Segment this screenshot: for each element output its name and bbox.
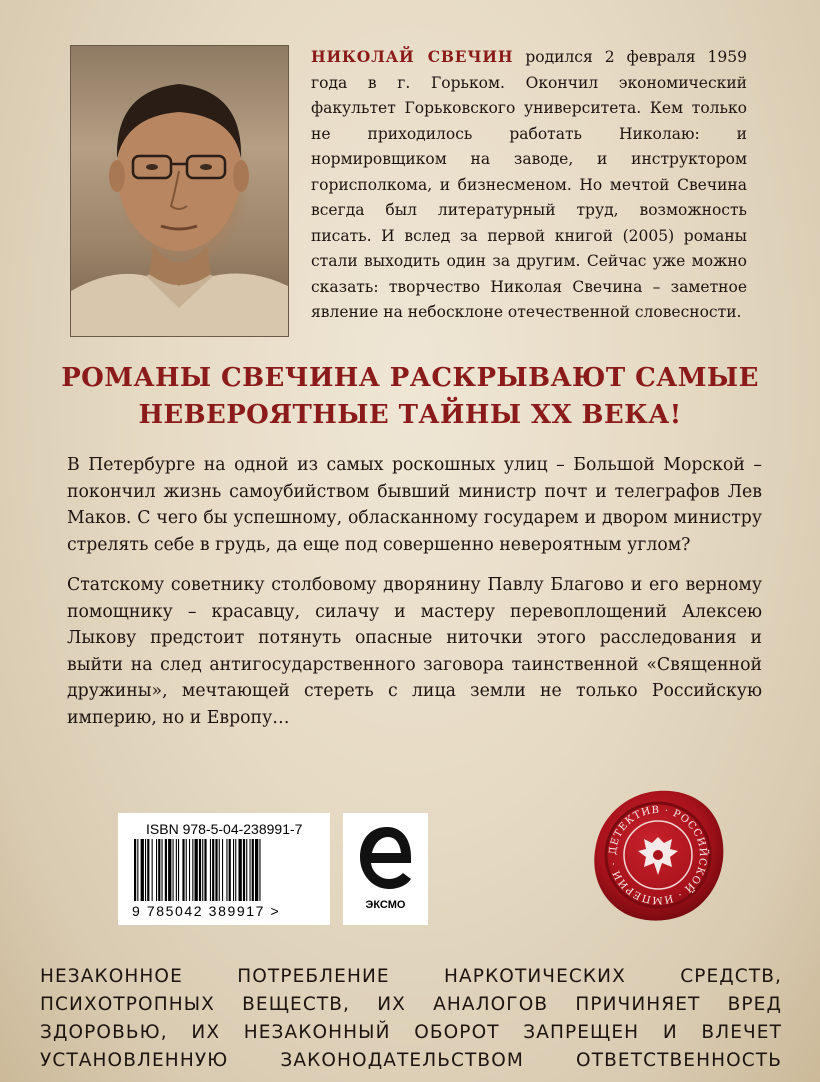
isbn-barcode-panel bbox=[118, 813, 330, 925]
blurb-paragraph-2: Статскому советнику столбовому дворянину Павлу Благово и его верному помощнику – красавцу, силачу и мастеру перевоплощений Алексею Лыкову предстоит потянуть опасные ниточки этого расследования и выйти на след антигосударственного заговора таинственной «Священной дружины», мечтающей стереть с лица земли не только Российскую империю, но и Европу… bbox=[67, 575, 762, 728]
author-photo bbox=[70, 45, 289, 337]
publisher-name: ЭКСМО bbox=[365, 899, 406, 911]
blurb bbox=[67, 452, 762, 745]
seal-text: ДЕТЕКТИВ · РОССИЙСКОЙ · ИМПЕРИИ · bbox=[607, 804, 709, 906]
legal-warning: НЕЗАКОННОЕ ПОТРЕБЛЕНИЕ НАРКОТИЧЕСКИХ СРЕДСТВ, ПСИХОТРОПНЫХ ВЕЩЕСТВ, ИХ АНАЛОГОВ ПРИЧИНЯЕТ ВРЕД ЗДОРОВЬЮ, ИХ НЕЗАКОННЫЙ ОБОРОТ ЗАПРЕЩЕН И ВЛЕЧЕТ УСТАНОВЛЕННУЮ ЗАКОНОДАТЕЛЬСТВОМ ОТВЕТСТВЕННОСТЬ bbox=[40, 966, 782, 1071]
headline-line-1: РОМАНЫ СВЕЧИНА РАСКРЫВАЮТ САМЫЕ bbox=[61, 363, 759, 393]
author-bio bbox=[311, 44, 747, 326]
author-name: НИКОЛАЙ СВЕЧИН bbox=[311, 47, 514, 66]
eksmo-logo-icon bbox=[357, 823, 414, 895]
blurb-paragraph-1: В Петербурге на одной из самых роскошных улиц – Большой Морской – покончил жизнь самоубийством бывший министр почт и телеграфов Лев Маков. С чего бы успешному, обласканному государем и двором министру стрелять себе в грудь, да еще под совершенно невероятным углом? bbox=[67, 455, 762, 555]
headline-line-2: НЕВЕРОЯТНЫЕ ТАЙНЫ XX ВЕКА! bbox=[138, 400, 682, 430]
author-bio-text: родился 2 февраля 1959 года в г. Горьком. Окончил экономический факультет Горьковского университета. Кем только не приходилось работать Николаю: и нормировщиком на заводе, и инструктором горисполкома, и бизнесменом. Но мечтой Свечина всегда был литературный труд, возможность писать. И вслед за первой книгой (2005) романы стали выходить один за другим. Сейчас уже можно сказать: творчество Николая Свечина – заметное явление на небосклоне отечественной словесности. bbox=[311, 48, 747, 321]
isbn-label: ISBN 978-5-04-238991-7 bbox=[146, 821, 303, 837]
publisher-panel bbox=[343, 813, 428, 925]
wax-seal bbox=[588, 785, 728, 925]
barcode-icon bbox=[134, 839, 316, 901]
headline bbox=[40, 360, 780, 434]
isbn-digits: 9 785042 389917 > bbox=[132, 903, 281, 919]
